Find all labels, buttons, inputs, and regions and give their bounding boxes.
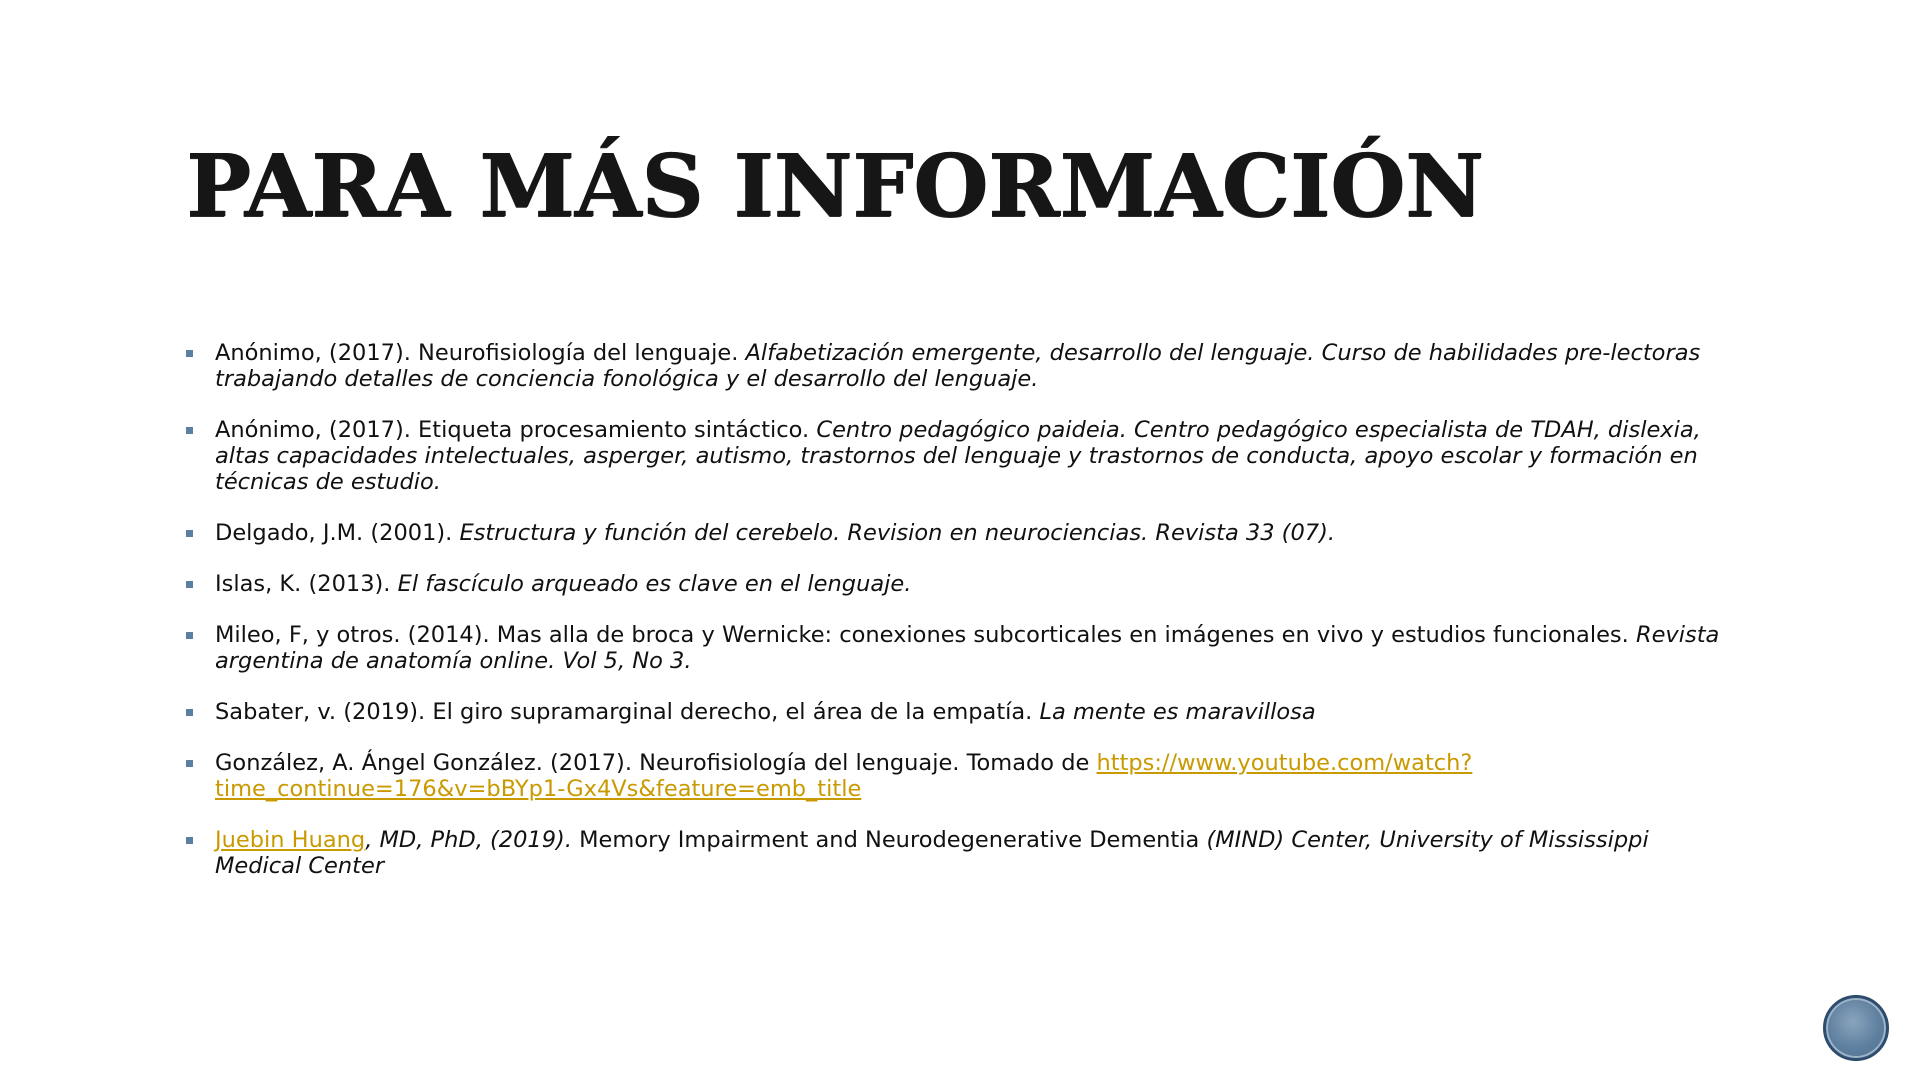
square-bullet-icon (186, 581, 193, 588)
reference-text: González, A. Ángel González. (2017). Neurofisiología del lenguaje. Tomado de (215, 750, 1097, 776)
square-bullet-icon (186, 632, 193, 639)
reference-item-7 (186, 750, 1731, 802)
slide-nav-button[interactable] (1823, 995, 1889, 1061)
author-link-juebin-huang[interactable]: Juebin Huang (215, 827, 366, 853)
page-title: PARA MÁS INFORMACIÓN (186, 136, 1484, 237)
reference-source: Centro pedagógico paideia. Centro pedagógico especialista de TDAH, dislexia, altas capacidades intelectuales, asperger, autismo, trastornos del lenguaje y trastornos de conducta, apoyo escolar y formación en técnicas de estudio. (215, 417, 1701, 495)
square-bullet-icon (186, 530, 193, 537)
reference-text: Delgado, J.M. (2001). (215, 520, 460, 546)
reference-text: Anónimo, (2017). Etiqueta procesamiento sintáctico. (215, 417, 817, 443)
reference-item-2 (186, 417, 1731, 495)
reference-item-3 (186, 520, 1731, 546)
reference-source: Alfabetización emergente, desarrollo del lenguaje. Curso de habilidades pre-lectoras trabajando detalles de conciencia fonológica y el desarrollo del lenguaje. (215, 340, 1701, 392)
reference-item-4 (186, 571, 1731, 597)
reference-list (186, 340, 1731, 904)
reference-source: Estructura y función del cerebelo. Revision en neurociencias. Revista 33 (07). (459, 520, 1336, 546)
square-bullet-icon (186, 350, 193, 357)
reference-text: Islas, K. (2013). (215, 571, 398, 597)
square-bullet-icon (186, 427, 193, 434)
square-bullet-icon (186, 760, 193, 767)
reference-item-5 (186, 622, 1731, 674)
reference-item-1 (186, 340, 1731, 392)
reference-text: Mileo, F, y otros. (2014). Mas alla de broca y Wernicke: conexiones subcorticales en imágenes en vivo y estudios funcionales. (215, 622, 1636, 648)
reference-item-6 (186, 699, 1731, 725)
reference-text: Sabater, v. (2019). El giro supramarginal derecho, el área de la empatía. (215, 699, 1040, 725)
reference-source: El fascículo arqueado es clave en el lenguaje. (397, 571, 912, 597)
youtube-link[interactable]: https://www.youtube.com/watch?time_continue=176&v=bBYp1-Gx4Vs&feature=emb_title (215, 750, 1473, 802)
reference-text: Anónimo, (2017). Neurofisiología del lenguaje. (215, 340, 746, 366)
square-bullet-icon (186, 709, 193, 716)
reference-credentials: , MD, PhD, (2019). (365, 827, 580, 853)
reference-source: (MIND) Center, University of Mississippi Medical Center (215, 827, 1649, 879)
reference-source: La mente es maravillosa (1039, 699, 1316, 725)
reference-source: Revista argentina de anatomía online. Vol 5, No 3. (215, 622, 1720, 674)
reference-text: Memory Impairment and Neurodegenerative Dementia (579, 827, 1207, 853)
square-bullet-icon (186, 837, 193, 844)
reference-item-8 (186, 827, 1731, 879)
